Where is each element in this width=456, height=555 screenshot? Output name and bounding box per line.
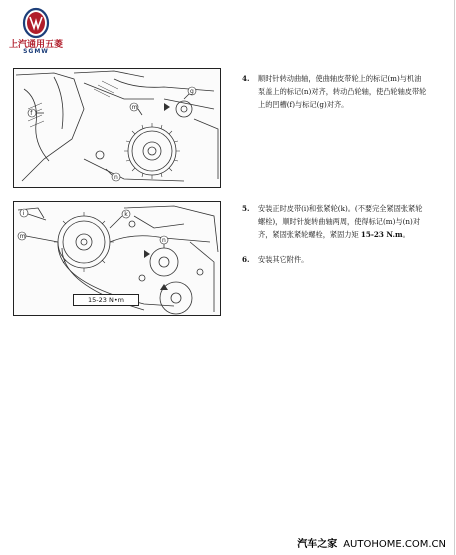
step-6: [242, 253, 428, 266]
logo-text: 上汽通用五菱: [8, 40, 63, 50]
step-text: [258, 202, 428, 241]
svg-text:m: m: [19, 233, 26, 240]
step-4: [242, 72, 428, 111]
torque-callout: 15-23 N•m: [73, 294, 139, 306]
step-text: 顺时针转动曲轴，使曲轴皮带轮上的标记(m)与机油泵盖上的标记(n)对齐，转动凸轮轴，使凸轮轴皮带轮上的凹槽(f)与标记(g)对齐。: [258, 74, 427, 109]
svg-text:n: n: [114, 174, 118, 181]
step-number: 6.: [242, 255, 250, 264]
step-number: 4.: [242, 74, 250, 83]
svg-text:m: m: [131, 104, 138, 111]
watermark: [297, 535, 446, 550]
figure-timing-marks: [13, 68, 221, 188]
page-edge: [454, 0, 455, 555]
step-number: 5.: [242, 204, 250, 213]
svg-text:i: i: [22, 210, 25, 217]
watermark-cn: 汽车之家: [297, 539, 338, 550]
step-text-main: 安装正时皮带(i)和张紧轮(k)。(不要完全紧固张紧轮螺栓)，顺时针旋转曲轴两周，使得标记(m)与(n)对齐，紧固张紧轮螺栓，紧固力矩: [258, 204, 423, 239]
step-text: 安装其它附件。: [258, 255, 309, 264]
step-text-end: 。: [402, 230, 410, 239]
watermark-en: AUTOHOME.COM.CN: [343, 539, 446, 550]
timing-marks-illustration: [14, 69, 220, 187]
step-5: [242, 202, 428, 241]
torque-value: 15-23 N.m: [360, 230, 403, 239]
svg-text:n: n: [162, 237, 166, 244]
svg-text:k: k: [124, 211, 128, 218]
svg-text:f: f: [30, 110, 33, 117]
logo-subtext: SGMW: [23, 48, 49, 55]
svg-text:g: g: [190, 88, 194, 95]
